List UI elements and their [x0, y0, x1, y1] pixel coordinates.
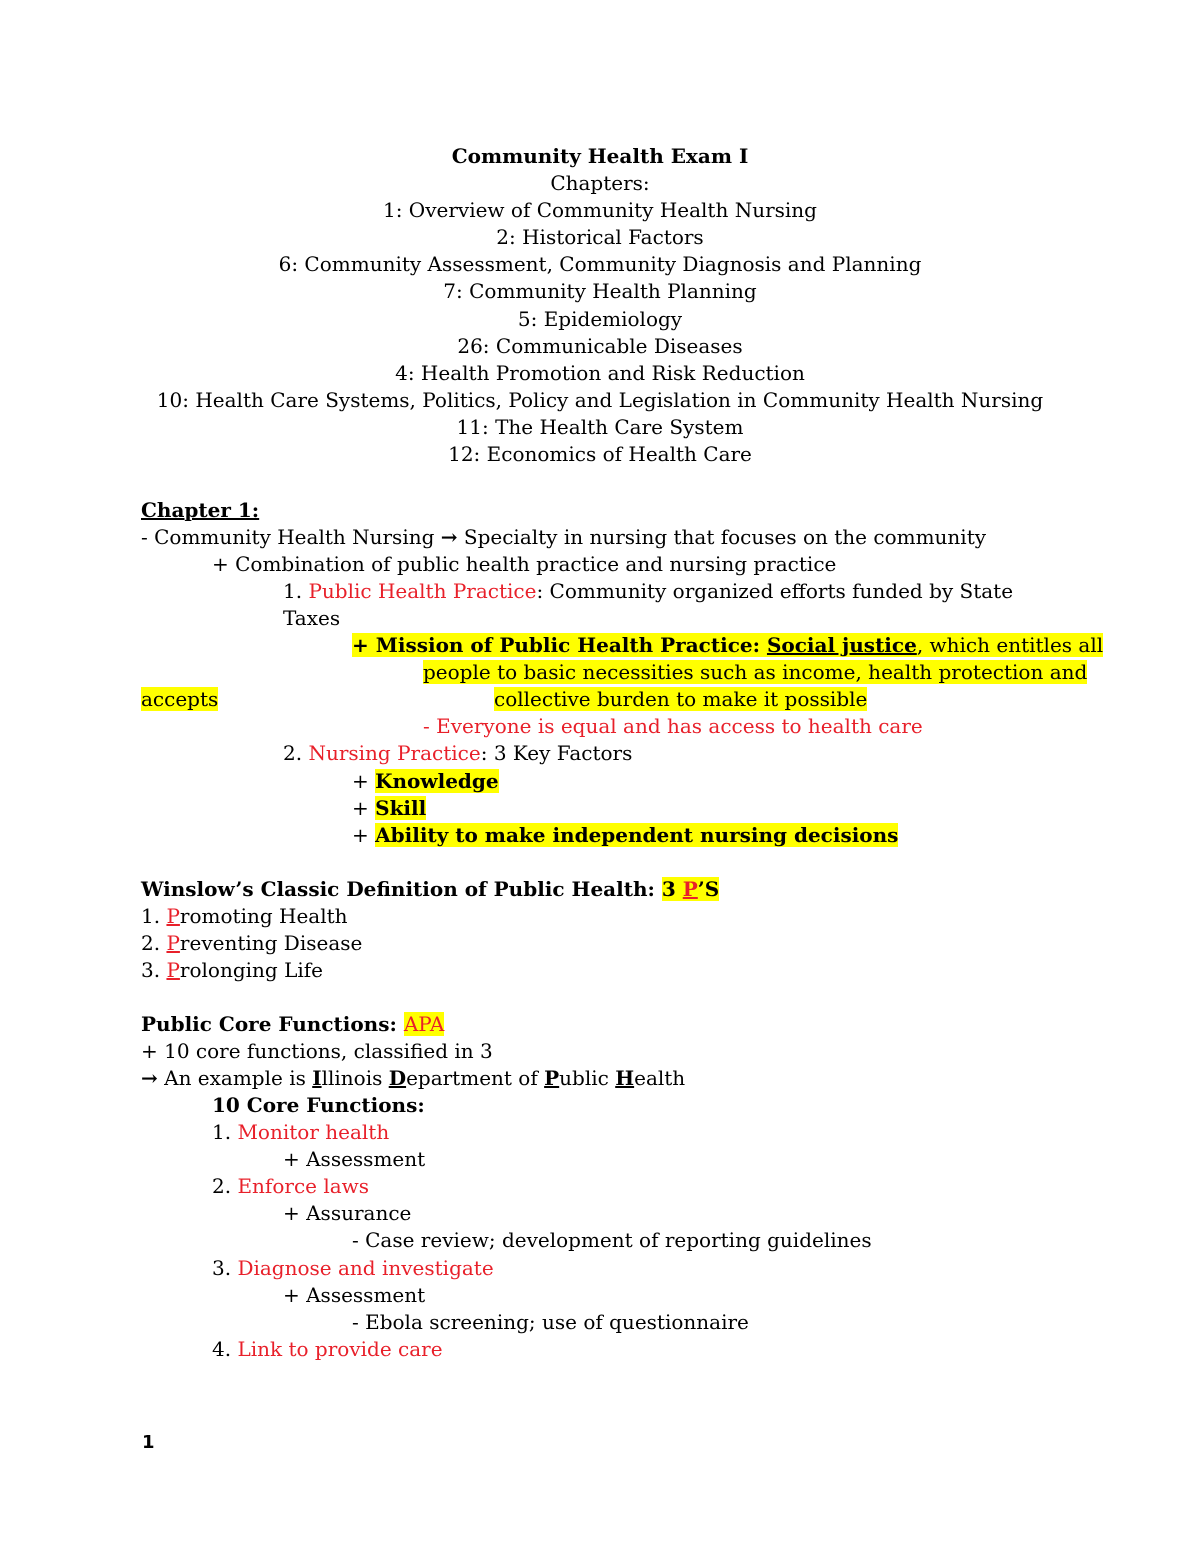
- chapter-list-item: 11: The Health Care System: [456, 415, 744, 439]
- chapter-list-item: 7: Community Health Planning: [443, 279, 757, 303]
- list-item: 2. Preventing Disease: [141, 931, 363, 955]
- social-justice-term: Social justice: [766, 633, 917, 657]
- chapter-list-item: 2: Historical Factors: [496, 225, 704, 249]
- chapter-list-item: 26: Communicable Diseases: [457, 334, 743, 358]
- core-functions-count-line: + 10 core functions, classified in 3: [141, 1039, 493, 1063]
- nursing-practice-label: Nursing Practice: [308, 741, 481, 765]
- core-function-category: + Assurance: [283, 1201, 412, 1225]
- chn-definition-line: - Community Health Nursing → Specialty in nursing that focuses on the community: [141, 525, 987, 549]
- core-function-detail: - Case review; development of reporting guidelines: [352, 1228, 872, 1252]
- key-factor-knowledge: + Knowledge: [352, 769, 499, 793]
- core-function-category: + Assessment: [283, 1147, 426, 1171]
- combination-line: + Combination of public health practice and nursing practice: [212, 552, 837, 576]
- core-function-item: 1. Monitor health: [212, 1120, 390, 1144]
- page-number: 1: [142, 1432, 155, 1453]
- chapters-label: Chapters:: [550, 171, 650, 195]
- core-function-detail: - Ebola screening; use of questionnaire: [352, 1310, 749, 1334]
- key-factor-ability: + Ability to make independent nursing decisions: [352, 823, 899, 847]
- mission-line-2: people to basic necessities such as income, health protection and: [423, 660, 1088, 684]
- chapter-1-heading: Chapter 1:: [141, 498, 260, 522]
- three-ps-badge: 3 P’S: [661, 877, 720, 901]
- winslow-heading: Winslow’s Classic Definition of Public Health: 3 P’S: [141, 877, 720, 901]
- core-functions-heading: Public Core Functions: APA: [141, 1012, 445, 1036]
- ten-core-functions-heading: 10 Core Functions:: [212, 1093, 425, 1117]
- arrow-icon: →: [440, 525, 458, 549]
- core-function-item: 4. Link to provide care: [212, 1337, 443, 1361]
- nursing-practice-line: 2. Nursing Practice: 3 Key Factors: [283, 741, 633, 765]
- document-title: Community Health Exam I: [451, 144, 749, 168]
- public-health-practice-label: Public Health Practice: [308, 579, 537, 603]
- chapter-list-item: 10: Health Care Systems, Politics, Policy and Legislation in Community Health Nursing: [156, 388, 1044, 412]
- arrow-icon: →: [141, 1066, 158, 1090]
- chapter-list-item: 1: Overview of Community Health Nursing: [382, 198, 817, 222]
- core-function-item: 3. Diagnose and investigate: [212, 1256, 494, 1280]
- apa-badge: APA: [403, 1012, 445, 1036]
- chapter-list-item: 5: Epidemiology: [517, 307, 683, 331]
- equal-access-line: - Everyone is equal and has access to health care: [423, 714, 923, 738]
- list-item: 3. Prolonging Life: [141, 958, 323, 982]
- public-health-practice-continuation: Taxes: [283, 606, 341, 630]
- core-function-item: 2. Enforce laws: [212, 1174, 370, 1198]
- list-item: 1. Promoting Health: [141, 904, 348, 928]
- chapter-list-item: 4: Health Promotion and Risk Reduction: [395, 361, 805, 385]
- idph-example-line: → An example is Illinois Department of Public Health: [141, 1066, 686, 1090]
- core-function-category: + Assessment: [283, 1283, 426, 1307]
- mission-accepts-word: accepts: [141, 687, 219, 711]
- public-health-practice-line: 1. Public Health Practice: Community organized efforts funded by State: [283, 579, 1014, 603]
- mission-line-3: collective burden to make it possible: [494, 687, 868, 711]
- chapter-list-item: 12: Economics of Health Care: [448, 442, 752, 466]
- chapter-list-item: 6: Community Assessment, Community Diagnosis and Planning: [278, 252, 922, 276]
- mission-line: + Mission of Public Health Practice: Social justice, which entitles all: [352, 633, 1104, 657]
- key-factor-skill: + Skill: [352, 796, 427, 820]
- mission-label: + Mission of Public Health Practice:: [352, 633, 767, 657]
